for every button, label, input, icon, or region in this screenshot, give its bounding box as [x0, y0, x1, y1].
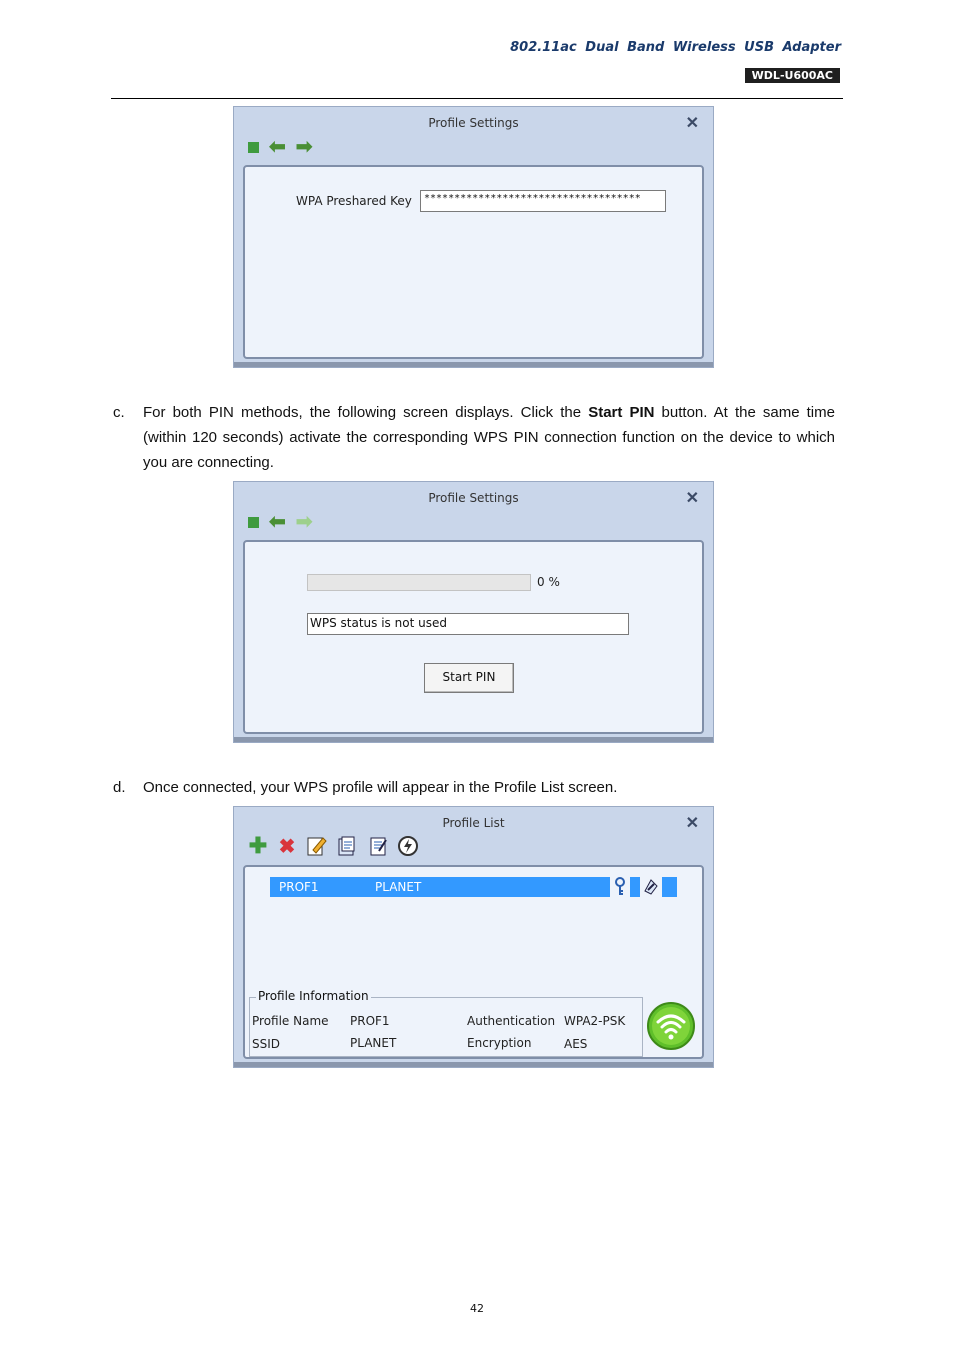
profile-row-name: PROF1: [279, 880, 319, 894]
document-title: 802.11ac Dual Band Wireless USB Adapter: [510, 40, 841, 55]
profile-name-label: Profile Name: [252, 1014, 329, 1028]
close-icon[interactable]: ✕: [685, 115, 699, 132]
page-number: 42: [470, 1302, 484, 1315]
profile-list-window: [233, 806, 714, 1068]
wpa-key-input[interactable]: ************************************: [420, 190, 666, 212]
step-c-label: c.: [113, 404, 125, 421]
add-profile-icon[interactable]: ✚: [248, 833, 268, 858]
model-badge: WDL-U600AC: [745, 68, 840, 83]
step-c-text-before: For both PIN methods, the following screen displays. Click the: [143, 404, 589, 421]
key-icon: [614, 877, 626, 897]
profile-settings-window-key: [233, 106, 714, 368]
window-title: Profile Settings: [428, 116, 519, 130]
duplicate-profile-icon[interactable]: [336, 835, 358, 857]
set-default-profile-icon[interactable]: [367, 835, 389, 857]
stop-icon[interactable]: [248, 517, 259, 528]
step-d-text: Once connected, your WPS profile will appear in the Profile List screen.: [143, 779, 618, 796]
step-c-bold: Start PIN: [588, 404, 655, 421]
encryption-label: Encryption: [467, 1036, 532, 1050]
step-c-text-after: button. At the same time (within 120 seconds) activate the corresponding WPS PIN connection function on the device to which you are connecting.: [143, 404, 835, 471]
connect-wifi-icon[interactable]: [646, 1001, 696, 1051]
start-pin-button[interactable]: Start PIN: [424, 663, 514, 693]
close-icon[interactable]: ✕: [685, 490, 699, 507]
window-bottom-edge: [234, 737, 713, 742]
wps-icon[interactable]: [397, 835, 419, 857]
header-divider: [111, 98, 843, 99]
window-title: Profile List: [442, 816, 505, 830]
back-arrow-icon[interactable]: ⬅: [269, 136, 286, 158]
status-marker-icon: [630, 877, 640, 897]
wps-panel: [243, 540, 704, 734]
window-title: Profile Settings: [428, 491, 519, 505]
back-arrow-icon[interactable]: ⬅: [269, 511, 286, 533]
forward-arrow-icon[interactable]: ➡: [295, 136, 313, 158]
profile-settings-window-pin: [233, 481, 714, 743]
window-bottom-edge: [234, 1062, 713, 1067]
settings-panel: [243, 165, 704, 359]
step-d-label: d.: [113, 779, 126, 796]
wpa-key-label: WPA Preshared Key: [296, 194, 412, 208]
toolbar: [248, 137, 313, 157]
authentication-label: Authentication: [467, 1014, 556, 1028]
forward-arrow-icon: ➡: [295, 511, 313, 533]
stop-icon[interactable]: [248, 142, 259, 153]
wps-status-field: WPS status is not used: [307, 613, 629, 635]
delete-profile-icon[interactable]: ✖: [278, 835, 296, 858]
wps-progress-bar: [307, 574, 531, 591]
edit-profile-icon[interactable]: [306, 835, 328, 857]
window-bottom-edge: [234, 362, 713, 367]
profile-information-group: [249, 989, 643, 1057]
ssid-label: SSID: [252, 1037, 281, 1051]
authentication-value: WPA2-PSK: [564, 1014, 626, 1028]
signal-config-icon: [642, 877, 660, 897]
profile-list-panel: [243, 865, 704, 1059]
profile-row-ssid: PLANET: [375, 880, 422, 894]
encryption-value: AES: [564, 1037, 588, 1051]
profile-information-legend: Profile Information: [258, 989, 369, 1003]
close-icon[interactable]: ✕: [685, 815, 699, 832]
profile-row-tail: [662, 877, 677, 897]
wps-progress-text: 0 %: [537, 575, 560, 589]
profile-row[interactable]: [270, 877, 610, 897]
toolbar: [248, 512, 313, 532]
step-c-text: [143, 400, 835, 475]
ssid-value: PLANET: [350, 1036, 397, 1050]
profile-name-value: PROF1: [350, 1014, 390, 1028]
